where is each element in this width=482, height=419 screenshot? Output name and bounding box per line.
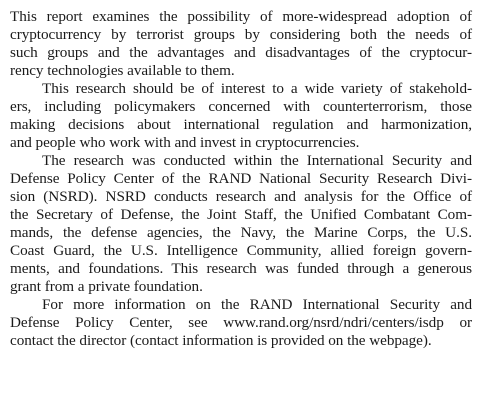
paragraph-4-line-1: For more information on the RAND International Security and xyxy=(42,296,472,313)
paragraph-1-line-3: such groups and the advantages and disadvantages of the cryptocur- xyxy=(10,44,472,61)
paragraph-3-line-8: grant from a private foundation. xyxy=(10,278,203,295)
paragraph-2-line-1: This research should be of interest to a wide variety of stakehold- xyxy=(42,80,472,97)
paragraph-4-line-2: Defense Policy Center, see www.rand.org/nsrd/ndri/centers/isdp or xyxy=(10,314,472,331)
paragraph-1 xyxy=(10,8,472,80)
paragraph-3-line-1: The research was conducted within the International Security and xyxy=(42,152,472,169)
paragraph-3-line-2: Defense Policy Center of the RAND National Security Research Divi- xyxy=(10,170,472,187)
paragraph-2-line-2: ers, including policymakers concerned with counterterrorism, those xyxy=(10,98,472,115)
paragraph-3-line-6: Coast Guard, the U.S. Intelligence Community, allied foreign govern- xyxy=(10,242,472,259)
paragraph-1-line-2: cryptocurrency by terrorist groups by considering both the needs of xyxy=(10,26,472,43)
paragraph-3-line-3: sion (NSRD). NSRD conducts research and analysis for the Office of xyxy=(10,188,472,205)
paragraph-2 xyxy=(10,80,472,152)
paragraph-1-line-1: This report examines the possibility of more-widespread adoption of xyxy=(10,8,472,25)
paragraph-3-line-4: the Secretary of Defense, the Joint Staff, the Unified Combatant Com- xyxy=(10,206,472,223)
paragraph-4-line-3: contact the director (contact information is provided on the webpage). xyxy=(10,332,432,349)
paragraph-2-line-3: making decisions about international regulation and harmonization, xyxy=(10,116,472,133)
paragraph-4 xyxy=(10,296,472,350)
paragraph-2-line-4: and people who work with and invest in cryptocurrencies. xyxy=(10,134,360,151)
paragraph-3-line-7: ments, and foundations. This research was funded through a generous xyxy=(10,260,472,277)
paragraph-3-line-5: mands, the defense agencies, the Navy, the Marine Corps, the U.S. xyxy=(10,224,472,241)
paragraph-3 xyxy=(10,152,472,296)
paragraph-1-line-4: rency technologies available to them. xyxy=(10,62,235,79)
